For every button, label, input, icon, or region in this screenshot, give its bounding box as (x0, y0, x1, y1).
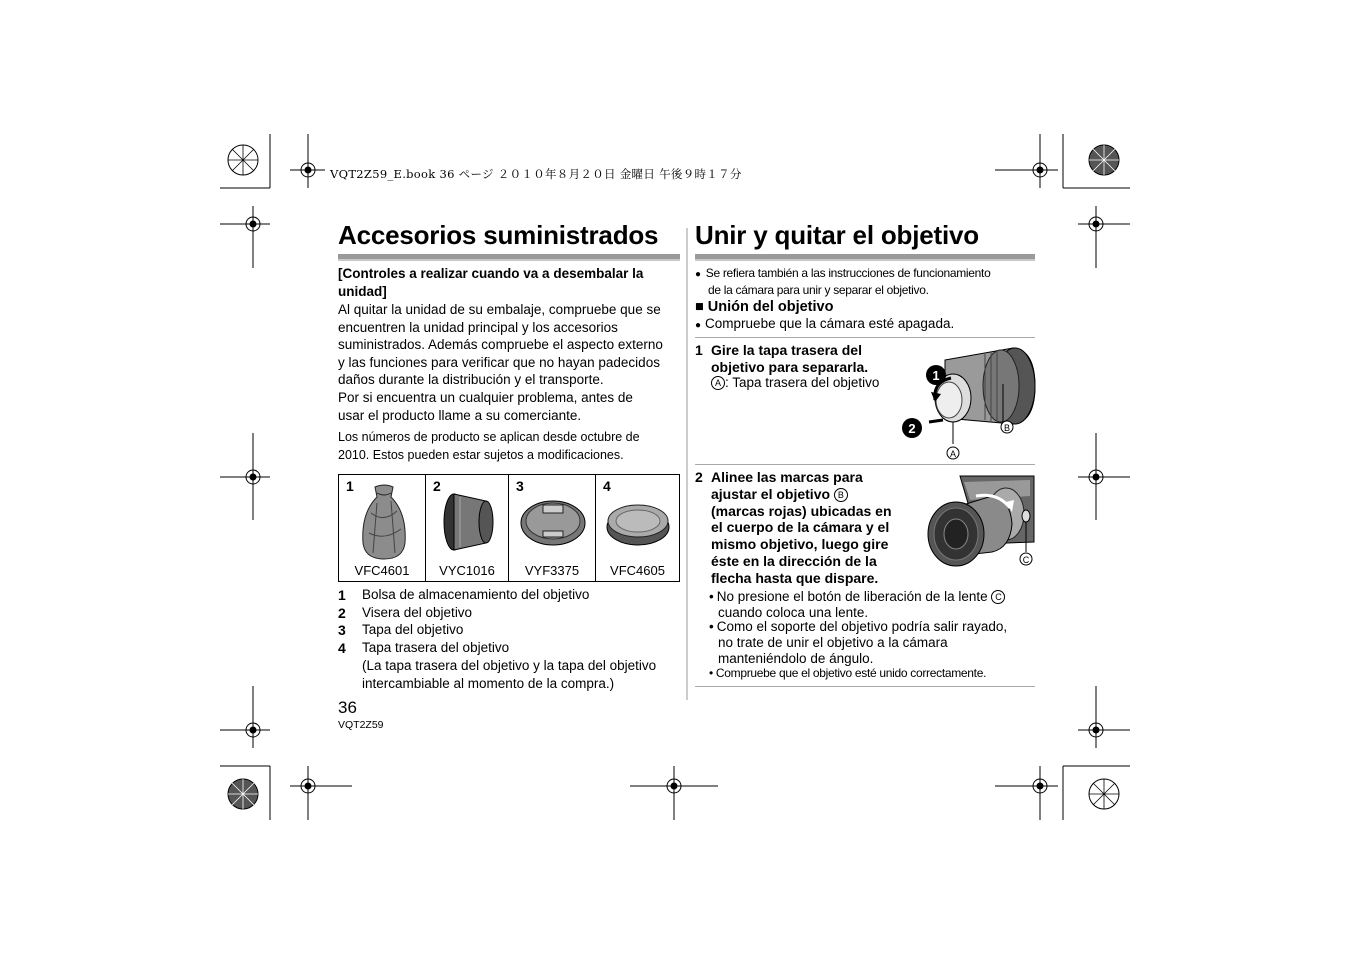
accessory-cell: 2 VYC1016 (426, 475, 509, 581)
step-marker-2: 2 (908, 421, 916, 436)
step-number: 1 (695, 342, 703, 358)
step-number: 2 (695, 469, 703, 485)
lens-cap-icon (519, 497, 587, 547)
section-note: ● Compruebe que la cámara esté apagada. (695, 316, 955, 331)
unpack-paragraph: Al quitar la unidad de su embalaje, compruebe que se encuentren la unidad principal y los accesorios suministrados. Además compruebe el aspecto externo y las funciones para verificar que no hayan padecidos daños durante la distribución y el transporte. Por si encuentra un cualquier problema, antes de usar el producto llame a su comerciante. (338, 302, 663, 423)
divider (695, 464, 1035, 465)
square-bullet-icon: ■ (695, 299, 704, 315)
bullet-icon: ● (695, 320, 702, 331)
marker-c-icon: C (991, 590, 1005, 604)
right-title: Unir y quitar el objetivo (695, 220, 979, 250)
model-code: VQT2Z59 (338, 719, 384, 731)
step2-text: Alinee las marcas para ajustar el objetivo B (marcas rojas) ubicadas en el cuerpo de la cámara y el mismo objetivo, luego gire éste en la dirección de la flecha hasta que dispare. (711, 469, 892, 586)
divider (695, 337, 1035, 338)
caution-bullet: • No presione el botón de liberación de la lente C cuando coloca una lente. (709, 589, 1005, 620)
divider (695, 686, 1035, 687)
right-title-rule (695, 254, 1035, 261)
marker-a-icon: A (949, 449, 957, 459)
marker-c-icon: C (1022, 555, 1030, 565)
caution-bullet: • Como el soporte del objetivo podría salir rayado, no trate de unir el objetivo a la cámara manteniéndolo de ángulo. (709, 619, 1008, 666)
unpack-subheading: [Controles a realizar cuando va a desembalar la unidad] (338, 266, 644, 299)
step1-label: A : Tapa trasera del objetivo (711, 375, 879, 390)
marker-b-icon: B (1003, 423, 1011, 433)
lens-hood-icon (440, 491, 500, 553)
caution-bullet: • Compruebe que el objetivo esté unido correctamente. (709, 666, 987, 680)
marker-a-icon: A (711, 376, 725, 390)
print-header: VQT2Z59_E.book 36 ページ ２０１０年８月２０日 金曜日 午後９時１７分 (330, 167, 742, 181)
left-title: Accesorios suministrados (338, 220, 659, 250)
page-number: 36 (338, 698, 357, 717)
bullet-icon: • (709, 589, 714, 604)
bullet-icon: • (709, 666, 713, 680)
marker-b-icon: B (834, 488, 848, 502)
accessory-cell: 3 VYF3375 (509, 475, 596, 581)
accessories-table (338, 474, 680, 582)
pouch-icon (357, 483, 412, 561)
step-marker-1: 1 (932, 368, 940, 383)
rear-lens-cap-icon (606, 501, 670, 547)
accessory-cell: 4 VFC4605 (596, 475, 679, 581)
step1-text: Gire la tapa trasera del objetivo para separarla. (711, 342, 869, 375)
list-note: (La tapa trasera del objetivo y la tapa del objetivo intercambiable al momento de la compra.) (362, 658, 657, 691)
left-title-rule (338, 254, 680, 261)
section-heading: ■ Unión del objetivo (695, 299, 834, 315)
bullet-icon: ● (695, 269, 701, 280)
product-number-note: Los números de producto se aplican desde octubre de 2010. Estos pueden estar sujetos a modificaciones. (338, 430, 640, 462)
intro-note: ● Se refiera también a las instrucciones de funcionamiento de la cámara para unir y separar el objetivo. (695, 266, 991, 297)
bullet-icon: • (709, 619, 714, 634)
accessory-cell: 1 VFC4601 (339, 475, 426, 581)
lens-mount-illustration (920, 472, 1040, 572)
rear-cap-removal-illustration (895, 340, 1040, 462)
